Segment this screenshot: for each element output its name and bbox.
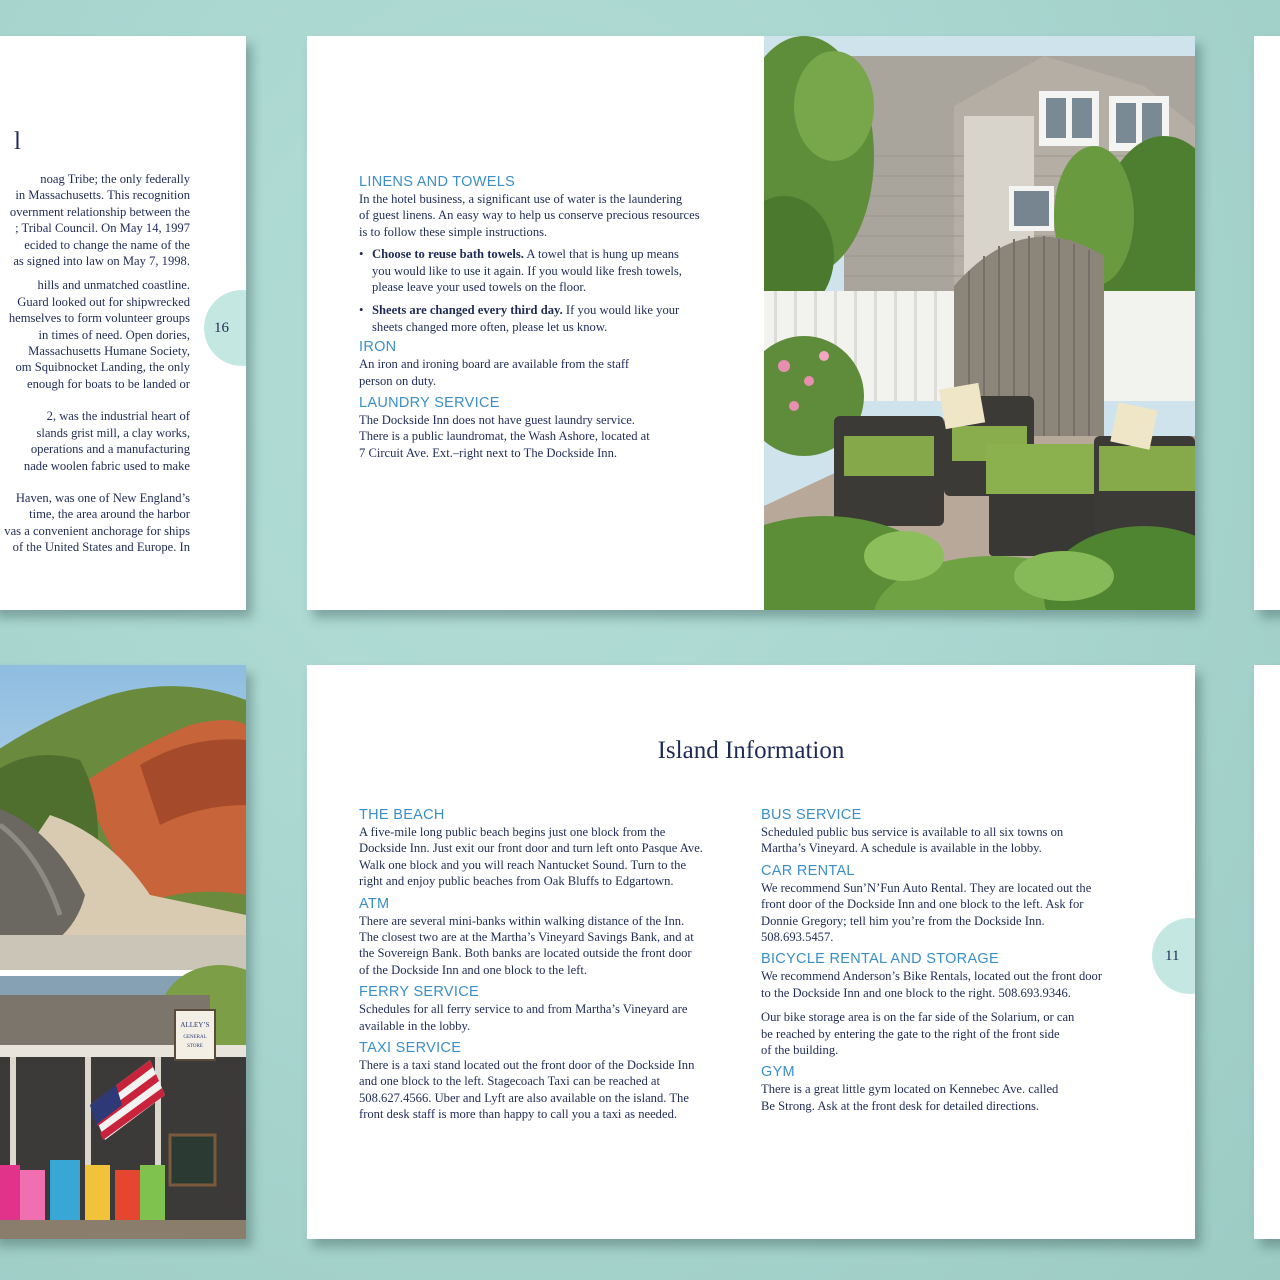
bicycle-text (761, 968, 1161, 1001)
text-line: available in the lobby. (359, 1018, 471, 1033)
bus-text (761, 824, 1161, 857)
cliffs-and-store-photos (0, 665, 246, 1239)
text-line: slands grist mill, a clay works, (36, 425, 190, 440)
text-line: is to follow these simple instructions. (359, 224, 548, 239)
bullet-bold-text: Choose to reuse bath towels. (372, 247, 524, 262)
text-line: om Squibnocket Landing, the only (15, 360, 190, 375)
heading-iron: IRON (359, 339, 397, 356)
text-line: Donnie Gregory; tell him you’re from the Dockside Inn. (761, 913, 1045, 928)
text-line: Massachusetts Humane Society, (28, 344, 190, 359)
page-16-para-3 (0, 408, 190, 474)
text-line: please leave your used towels on the floor. (372, 280, 587, 295)
text-line: Walk one block and you will reach Nantucket Sound. Turn to the (359, 857, 687, 872)
heading-taxi-service: TAXI SERVICE (359, 1040, 462, 1057)
laundry-text (359, 412, 759, 461)
island-right-column (761, 807, 1161, 1114)
text-line: in times of need. Open dories, (38, 327, 190, 342)
text-line: enough for boats to be landed or (27, 376, 190, 391)
page-number-16: 16 (204, 290, 246, 366)
text-line: We recommend Sun’N’Fun Auto Rental. They are located out the (761, 880, 1092, 895)
page-16 (0, 36, 246, 610)
text-line: of the United States and Europe. In (12, 540, 190, 555)
text-line: right and enjoy public beaches from Oak Bluffs to Edgartown. (359, 874, 674, 889)
text-line: Guard looked out for shipwrecked (17, 294, 190, 309)
store-sign-line-3: STORE (187, 1044, 203, 1049)
text-line: front door of the Dockside Inn and one block to the left. Ask for (761, 897, 1084, 912)
text-line: Be Strong. Ask at the front desk for detailed directions. (761, 1098, 1040, 1113)
text-line: A five-mile long public beach begins just one block from the (359, 825, 666, 839)
text-line: In the hotel business, a significant use of water is the laundering (359, 192, 683, 206)
text-line: 508.627.4566. Uber and Lyft are also available on the island. The (359, 1090, 689, 1105)
linens-bullet-list (359, 246, 759, 335)
text-line: front desk staff is more than happy to call you a taxi as needed. (359, 1107, 678, 1122)
atm-text (359, 913, 749, 979)
text-line: The closest two are at the Martha’s Vineyard Savings Bank, and at (359, 930, 694, 945)
text-line: 508.693.5457. (761, 930, 834, 945)
page-16-para-4 (0, 490, 190, 556)
page-right-top-cropped (1254, 36, 1280, 610)
text-line: sheets changed more often, please let us know. (372, 319, 608, 334)
text-line: If you would like your (562, 303, 680, 318)
text-line: Haven, was one of New England’s (15, 490, 190, 505)
page-island-information (307, 665, 1195, 1239)
text-line: noag Tribe; the only federally (40, 172, 190, 186)
island-left-column (359, 807, 749, 1123)
bullet-sheets-changed (359, 302, 759, 335)
text-line: operations and a manufacturing (30, 442, 190, 457)
heading-car-rental: CAR RENTAL (761, 862, 855, 879)
text-line: in Massachusetts. This recognition (15, 188, 190, 203)
bullet-reuse-towels (359, 246, 759, 295)
heading-the-beach: THE BEACH (359, 807, 445, 823)
iron-text (359, 356, 759, 389)
text-line: The Dockside Inn does not have guest laundry service. (359, 413, 635, 428)
text-line: There is a great little gym located on Kennebec Ave. called (761, 1082, 1059, 1097)
text-line: Scheduled public bus service is available to all six towns on (761, 825, 1064, 839)
text-line: time, the area around the harbor (29, 507, 190, 522)
taxi-text (359, 1057, 749, 1123)
text-line: We recommend Anderson’s Bike Rentals, located out the front door (761, 969, 1103, 984)
text-line: nade woolen fabric used to make (23, 458, 190, 473)
text-line: the Sovereign Bank. Both banks are located outside the front door (359, 946, 692, 961)
bullet-bold-text: Sheets are changed every third day. (372, 303, 563, 318)
text-line: person on duty. (359, 373, 437, 388)
text-line: Our bike storage area is on the far side of the Solarium, or can (761, 1010, 1075, 1025)
bicycle-storage-text (761, 1009, 1161, 1058)
text-line: be reached by entering the gate to the right of the front side (761, 1026, 1060, 1041)
heading-ferry-service: FERRY SERVICE (359, 984, 479, 1001)
page-16-title-fragment: l (14, 128, 21, 155)
text-line: of guest linens. An easy way to help us conserve precious resources (359, 208, 700, 223)
patio-photo-illustration (764, 36, 1195, 610)
text-line: hemselves to form volunteer groups (8, 311, 190, 326)
text-line: vas a convenient anchorage for ships (4, 523, 190, 538)
beach-text (359, 824, 749, 890)
text-line: A towel that is hung up means (523, 247, 679, 262)
text-line: There are several mini-banks within walking distance of the Inn. (359, 913, 685, 928)
text-line: 7 Circuit Ave. Ext.–right next to The Dockside Inn. (359, 445, 618, 460)
store-sign (175, 1010, 215, 1060)
patio-photo (764, 36, 1195, 610)
store-sign-line-2: GENERAL (183, 1035, 207, 1040)
car-text (761, 880, 1161, 946)
page-16-text (0, 171, 190, 556)
heading-laundry-service: LAUNDRY SERVICE (359, 395, 500, 412)
page-linens-towels (307, 36, 1195, 610)
store-sign-line-1: ALLEY’S (180, 1021, 210, 1029)
text-line: hills and unmatched coastline. (37, 278, 190, 293)
text-line: There is a public laundromat, the Wash Ashore, located at (359, 429, 650, 444)
heading-gym: GYM (761, 1064, 795, 1081)
text-line: Dockside Inn. Just exit our front door and turn left onto Pasque Ave. (359, 841, 703, 856)
text-line: There is a taxi stand located out the front door of the Dockside Inn (359, 1058, 695, 1073)
heading-bus-service: BUS SERVICE (761, 807, 862, 823)
text-line: and one block to the left. Stagecoach Taxi can be reached at (359, 1074, 661, 1089)
text-line: of the building. (761, 1043, 839, 1058)
text-line: you would like to use it again. If you would like fresh towels, (372, 263, 682, 278)
text-line: Schedules for all ferry service to and from Martha’s Vineyard are (359, 1002, 688, 1017)
page-photos (0, 665, 246, 1239)
page-16-para-1 (0, 171, 190, 269)
page-16-para-2 (0, 277, 190, 392)
heading-bicycle-rental: BICYCLE RENTAL AND STORAGE (761, 951, 999, 968)
text-line: 2, was the industrial heart of (46, 409, 190, 424)
text-line: Martha’s Vineyard. A schedule is available in the lobby. (761, 841, 1042, 856)
linens-intro (359, 191, 759, 240)
gym-text (761, 1081, 1161, 1114)
page-title: Island Information (657, 737, 845, 764)
text-line: overnment relationship between the (9, 204, 190, 219)
page-right-bottom-cropped (1254, 665, 1280, 1239)
page-number-11: 11 (1152, 918, 1195, 994)
text-line: ecided to change the name of the (24, 237, 190, 252)
text-line: of the Dockside Inn and one block to the left. (359, 962, 588, 977)
text-line: ; Tribal Council. On May 14, 1997 (15, 221, 190, 236)
text-line: as signed into law on May 7, 1998. (13, 254, 190, 269)
linens-text-column (359, 174, 759, 461)
text-line: An iron and ironing board are available from the staff (359, 357, 630, 372)
heading-linens-towels: LINENS AND TOWELS (359, 174, 516, 190)
ferry-text (359, 1001, 749, 1034)
text-line: to the Dockside Inn and one block to the right. 508.693.9346. (761, 985, 1071, 1000)
heading-atm: ATM (359, 895, 390, 912)
